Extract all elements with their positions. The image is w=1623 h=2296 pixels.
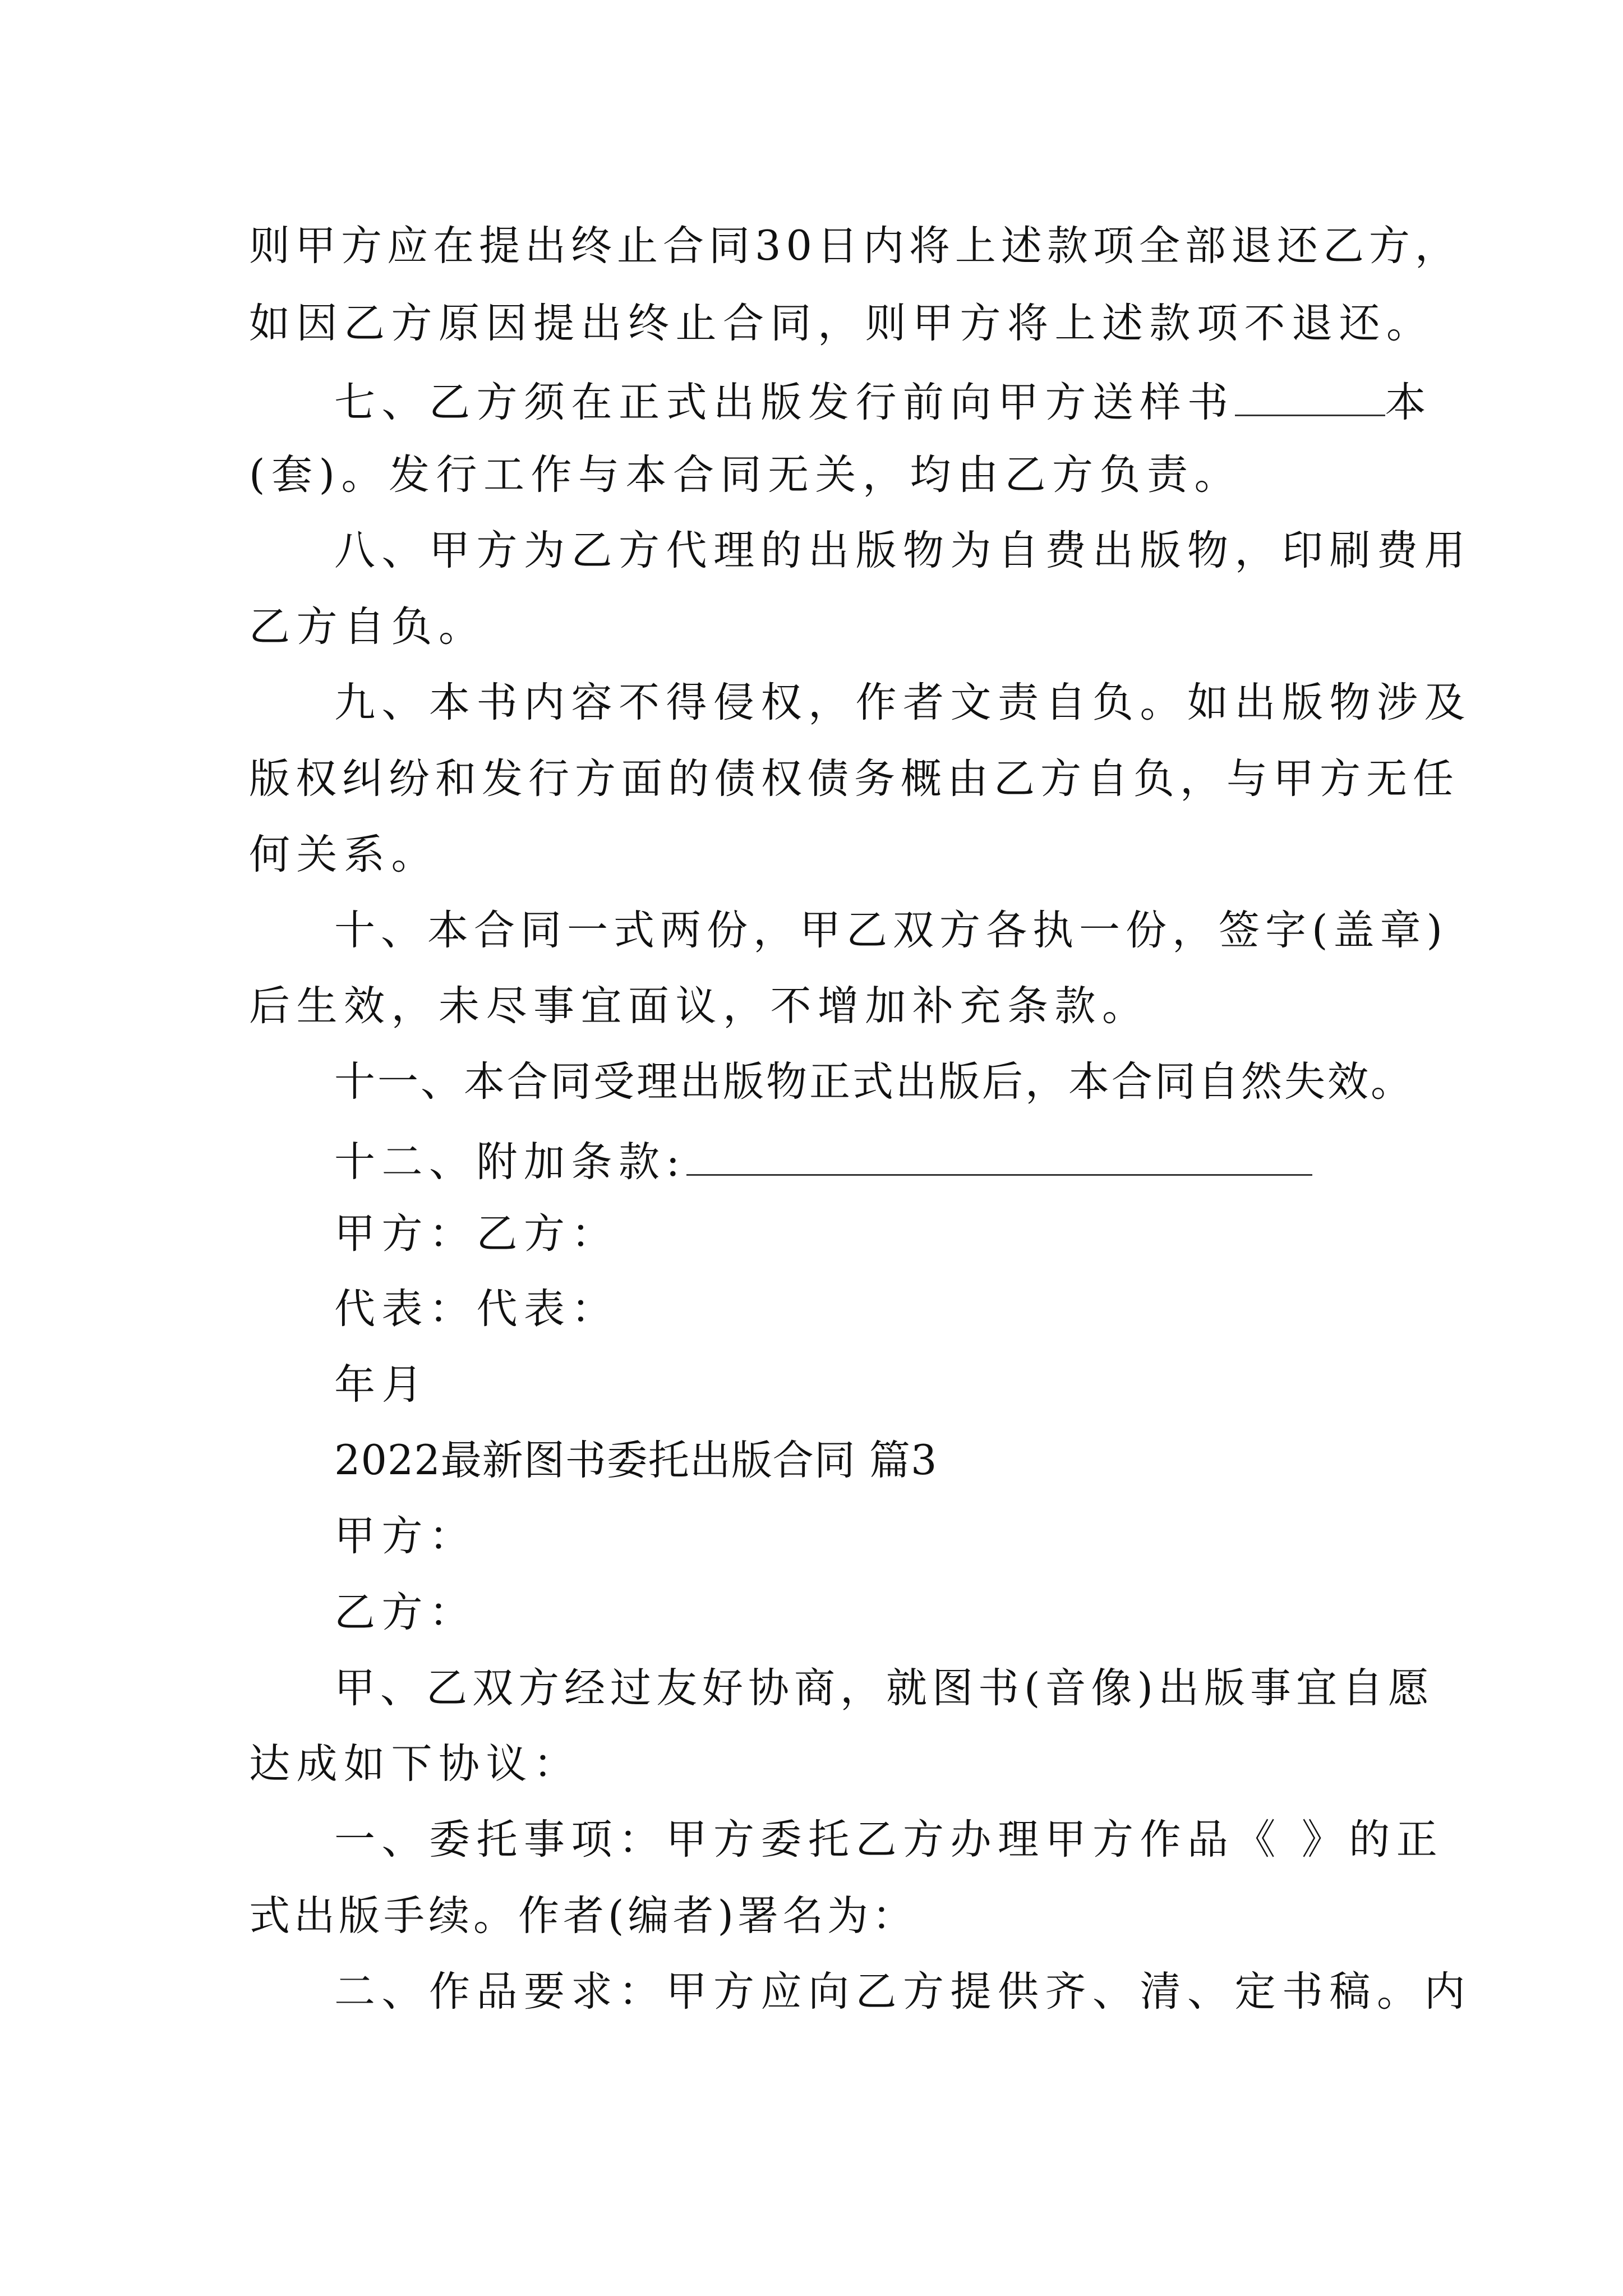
representative-line: 代表：代表： xyxy=(334,1285,619,1333)
clause-7-unit: 本 xyxy=(1385,379,1432,426)
clause-7-text: 七、乙方须在正式出版发行前向甲方送样书 xyxy=(334,379,1235,426)
text-line: 达成如下协议： xyxy=(249,1740,581,1788)
text-line: 乙方自负。 xyxy=(249,603,486,651)
text-line: 如因乙方原因提出终止合同，则甲方将上述款项不退还。 xyxy=(249,300,1434,347)
clause-12-line xyxy=(334,1137,1312,1186)
date-line: 年月 xyxy=(334,1361,429,1409)
clause-10: 十、本合同一式两份，甲乙双方各执一份，签字(盖章) xyxy=(334,907,1448,954)
clause-9: 九、本书内容不得侵权，作者文责自负。如出版物涉及 xyxy=(334,679,1472,726)
preamble: 甲、乙双方经过友好协商，就图书(音像)出版事宜自愿 xyxy=(334,1664,1434,1712)
clause-7-line xyxy=(334,378,1432,426)
text-line: 后生效，未尽事宜面议，不增加补充条款。 xyxy=(249,982,1150,1030)
clause-11: 十一、本合同受理出版物正式出版后，本合同自然失效。 xyxy=(334,1058,1414,1106)
text-line: 何关系。 xyxy=(249,831,439,878)
clause-2: 二、作品要求：甲方应向乙方提供齐、清、定书稿。内 xyxy=(334,1968,1472,2016)
sample-count-blank xyxy=(1235,378,1385,416)
clause-8: 八、甲方为乙方代理的出版物为自费出版物，印刷费用 xyxy=(334,527,1472,574)
section-title: 2022最新图书委托出版合同 篇3 xyxy=(334,1437,938,1484)
party-a-line: 甲方： xyxy=(334,1512,477,1560)
text-line: (套)。发行工作与本合同无关，均由乙方负责。 xyxy=(249,451,1242,499)
clause-12-text: 十二、附加条款: xyxy=(334,1138,686,1186)
party-signature-line: 甲方：乙方： xyxy=(334,1210,619,1258)
text-line: 则甲方应在提出终止合同30日内将上述款项全部退还乙方， xyxy=(249,222,1461,270)
party-b-line: 乙方： xyxy=(334,1589,477,1636)
clause-1: 一、委托事项：甲方委托乙方办理甲方作品《 》的正 xyxy=(334,1816,1444,1864)
additional-terms-blank xyxy=(686,1137,1312,1176)
text-line: 版权纠纷和发行方面的债权债务概由乙方自负，与甲方无任 xyxy=(249,755,1459,803)
text-line: 式出版手续。作者(编者)署名为： xyxy=(249,1892,917,1940)
